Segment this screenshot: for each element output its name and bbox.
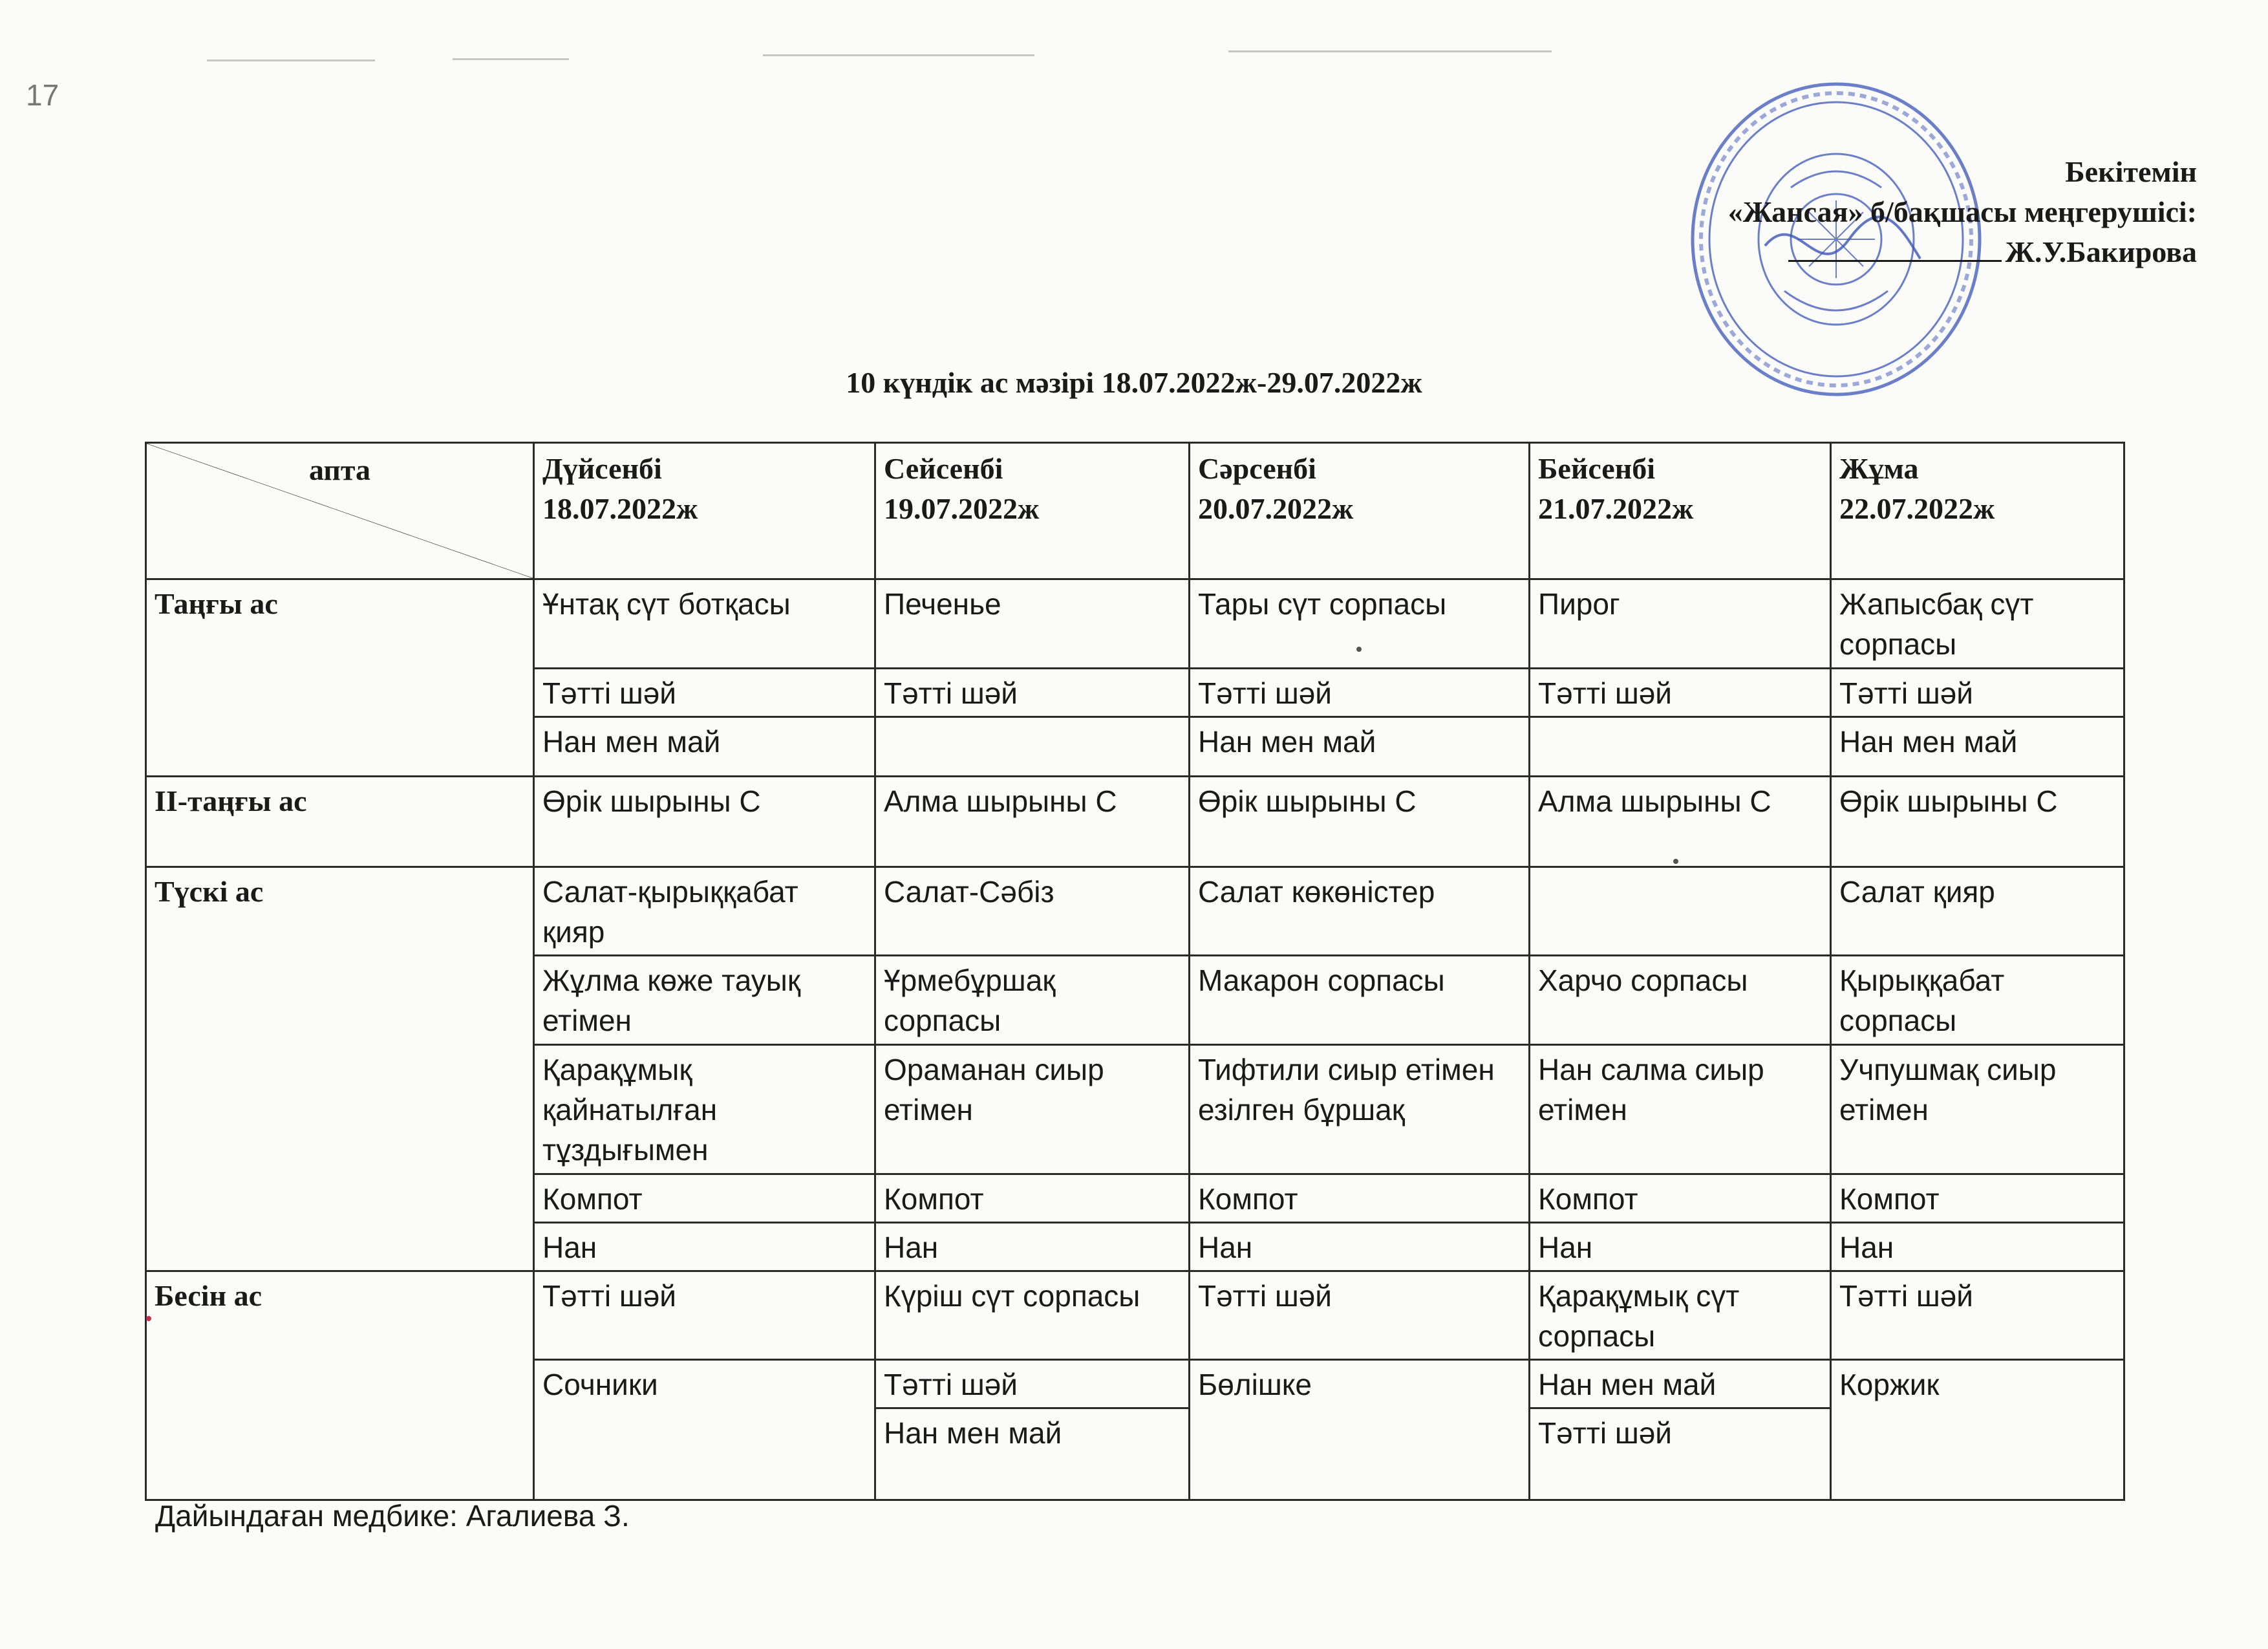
scan-speck	[146, 1316, 151, 1321]
menu-cell: Тәтті шәй	[875, 669, 1190, 717]
table-row	[146, 867, 2124, 956]
menu-cell: Тәтті шәй	[1190, 669, 1530, 717]
menu-cell: Өрік шырыны С	[1190, 777, 1530, 867]
scan-mark	[207, 59, 375, 61]
menu-cell: Компот	[1831, 1174, 2124, 1223]
menu-cell: Өрік шырыны С	[1831, 777, 2124, 867]
menu-cell: Нан мен май	[1530, 1360, 1831, 1408]
day-name: Дүйсенбі	[542, 452, 662, 485]
menu-cell: Ұрмебұршақ сорпасы	[875, 956, 1190, 1045]
signature-line	[1788, 260, 2002, 262]
prepared-by: Дайындаған медбике: Агалиева З.	[155, 1499, 630, 1533]
day-date: 18.07.2022ж	[542, 492, 698, 525]
menu-cell: Тары сүт сорпасы	[1190, 579, 1530, 669]
day-name: Сейсенбі	[884, 452, 1003, 485]
day-date: 20.07.2022ж	[1198, 492, 1354, 525]
menu-cell: Нан мен май	[1831, 717, 2124, 777]
approval-signature-line	[1728, 232, 2197, 272]
menu-cell: Тәтті шәй	[875, 1360, 1190, 1408]
menu-cell: Салат-Сәбіз	[875, 867, 1190, 956]
day-header	[534, 443, 875, 579]
approval-position: «Жансая» б/бақшасы меңгерушісі:	[1728, 195, 2197, 228]
menu-cell: Тәтті шәй	[1831, 1271, 2124, 1360]
menu-cell: Нан	[1530, 1223, 1831, 1271]
scan-mark	[1228, 50, 1552, 52]
menu-cell: Нан	[1190, 1223, 1530, 1271]
day-header	[1190, 443, 1530, 579]
day-name: Жұма	[1839, 452, 1919, 485]
menu-cell: Тәтті шәй	[534, 1271, 875, 1360]
header-row	[146, 443, 2124, 579]
menu-cell: Жұлма көже тауық етімен	[534, 956, 875, 1045]
menu-cell: Қарақұмық қайнатылған тұздығымен	[534, 1045, 875, 1174]
meal-label-snack: Бесін ас	[146, 1271, 534, 1500]
table-row	[146, 579, 2124, 669]
menu-cell: Күріш сүт сорпасы	[875, 1271, 1190, 1360]
menu-cell: Нан мен май	[875, 1408, 1190, 1500]
menu-cell: Компот	[1190, 1174, 1530, 1223]
menu-table	[145, 442, 2125, 1501]
menu-cell: Пирог	[1530, 579, 1831, 669]
menu-cell: Учпушмақ сиыр етімен	[1831, 1045, 2124, 1174]
approval-heading: Бекітемін	[2065, 155, 2197, 188]
menu-cell	[1530, 717, 1831, 777]
menu-cell: Коржик	[1831, 1360, 2124, 1500]
menu-cell: Компот	[875, 1174, 1190, 1223]
menu-title: 10 күндік ас мәзірі 18.07.2022ж-29.07.2022ж	[846, 366, 1422, 399]
scan-mark	[763, 54, 1034, 56]
menu-cell: Өрік шырыны С	[534, 777, 875, 867]
menu-cell: Компот	[1530, 1174, 1831, 1223]
menu-cell: Нан салма сиыр етімен	[1530, 1045, 1831, 1174]
approver-name: Ж.У.Бакирова	[2005, 235, 2197, 268]
day-date: 19.07.2022ж	[884, 492, 1040, 525]
menu-cell: Нан мен май	[1190, 717, 1530, 777]
menu-cell: Тәтті шәй	[1530, 669, 1831, 717]
menu-cell: Сочники	[534, 1360, 875, 1500]
page-number: 17	[26, 78, 59, 112]
meal-label-lunch: Түскі ас	[146, 867, 534, 1271]
menu-cell: Тәтті шәй	[1831, 669, 2124, 717]
day-date: 22.07.2022ж	[1839, 492, 1995, 525]
menu-cell: Салат-қырыққабат қияр	[534, 867, 875, 956]
menu-cell: Ұнтақ сүт ботқасы	[534, 579, 875, 669]
meal-label-second-breakfast: ІІ-таңғы ас	[146, 777, 534, 867]
meal-label-breakfast: Таңғы ас	[146, 579, 534, 777]
menu-cell: Тәтті шәй	[1190, 1271, 1530, 1360]
menu-cell: Тәтті шәй	[1530, 1408, 1831, 1500]
day-header	[1831, 443, 2124, 579]
week-label: апта	[308, 453, 371, 486]
menu-cell: Макарон сорпасы	[1190, 956, 1530, 1045]
menu-cell: Компот	[534, 1174, 875, 1223]
menu-cell: Жапысбақ сүт сорпасы	[1831, 579, 2124, 669]
menu-cell: Нан мен май	[534, 717, 875, 777]
day-date: 21.07.2022ж	[1538, 492, 1694, 525]
table-row	[146, 1271, 2124, 1360]
table-row	[146, 777, 2124, 867]
day-name: Бейсенбі	[1538, 452, 1656, 485]
menu-cell: Бөлішке	[1190, 1360, 1530, 1500]
menu-cell: Алма шырыны С	[875, 777, 1190, 867]
scan-mark	[453, 58, 569, 60]
menu-cell: Қырыққабат сорпасы	[1831, 956, 2124, 1045]
day-header	[875, 443, 1190, 579]
corner-cell	[146, 443, 534, 579]
menu-cell: Ораманан сиыр етімен	[875, 1045, 1190, 1174]
menu-cell: Харчо сорпасы	[1530, 956, 1831, 1045]
menu-cell: Нан	[875, 1223, 1190, 1271]
scan-speck	[1673, 859, 1678, 864]
menu-cell: Алма шырыны С	[1530, 777, 1831, 867]
menu-cell: Салат көкөністер	[1190, 867, 1530, 956]
day-name: Сәрсенбі	[1198, 452, 1316, 485]
day-header	[1530, 443, 1831, 579]
menu-cell	[1530, 867, 1831, 956]
menu-cell: Тәтті шәй	[534, 669, 875, 717]
approval-block	[1728, 152, 2197, 272]
scan-speck	[1356, 647, 1362, 652]
menu-cell: Салат қияр	[1831, 867, 2124, 956]
menu-cell	[875, 717, 1190, 777]
menu-cell: Печенье	[875, 579, 1190, 669]
menu-cell: Қарақұмық сүт сорпасы	[1530, 1271, 1831, 1360]
menu-cell: Нан	[1831, 1223, 2124, 1271]
menu-cell: Нан	[534, 1223, 875, 1271]
menu-cell: Тифтили сиыр етімен езілген бұршақ	[1190, 1045, 1530, 1174]
